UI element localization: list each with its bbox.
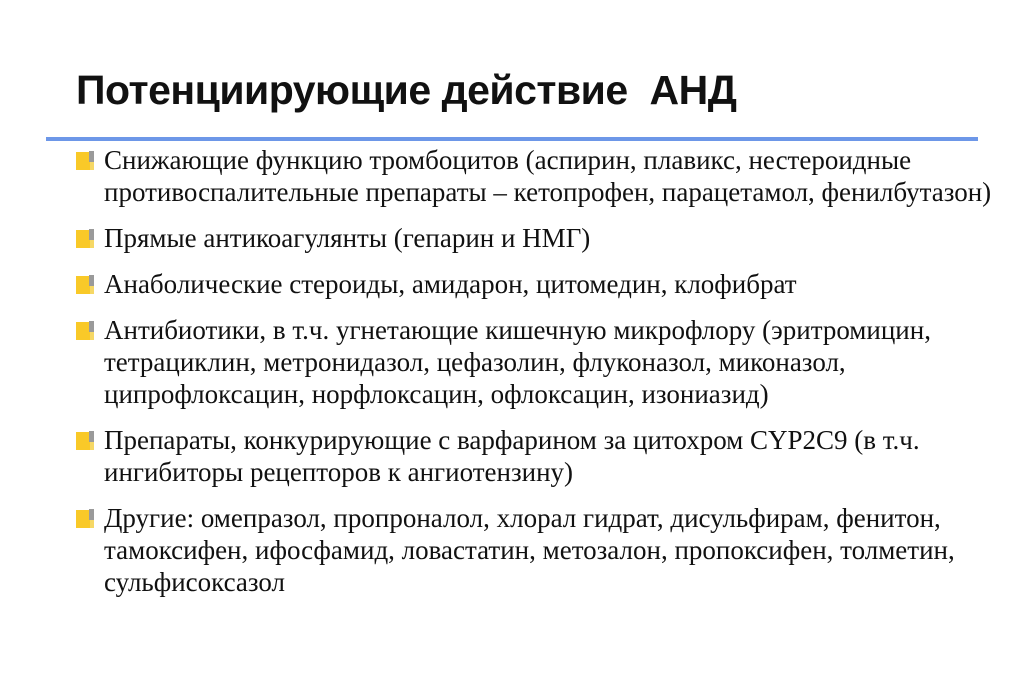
- bullet-square-icon: [76, 431, 93, 450]
- bullet-text: Препараты, конкурирующие с варфарином за цитохром CYP2C9 (в т.ч. ингибиторы рецепторов к ангиотензину): [104, 425, 920, 487]
- slide-title: Потенциирующие действие АНД: [76, 67, 737, 113]
- bullet-square-icon: [76, 275, 93, 294]
- bullet-square-icon: [76, 229, 93, 248]
- bullet-square-icon: [76, 151, 93, 170]
- bullet-list: [76, 144, 1016, 612]
- list-item: [76, 222, 1016, 254]
- bullet-square-icon: [76, 509, 93, 528]
- title-divider: [46, 137, 978, 141]
- bullet-text: Прямые антикоагулянты (гепарин и НМГ): [104, 223, 591, 253]
- bullet-square-icon: [76, 321, 93, 340]
- bullet-text: Антибиотики, в т.ч. угнетающие кишечную микрофлору (эритромицин, тетрациклин, метронидазол, цефазолин, флуконазол, миконазол, ципрофлоксацин, норфлоксацин, офлоксацин, изониазид): [104, 315, 931, 409]
- list-item: [76, 424, 1016, 488]
- list-item: [76, 314, 1016, 410]
- bullet-text: Другие: омепразол, пропроналол, хлорал гидрат, дисульфирам, фенитон, тамоксифен, ифосфамид, ловастатин, метозалон, пропоксифен, толметин, сульфисоксазол: [104, 503, 955, 597]
- bullet-text: Снижающие функцию тромбоцитов (аспирин, плавикс, нестероидные противоспалительные препараты – кетопрофен, парацетамол, фенилбутазон): [104, 145, 992, 207]
- list-item: [76, 268, 1016, 300]
- bullet-text: Анаболические стероиды, амидарон, цитомедин, клофибрат: [104, 269, 797, 299]
- list-item: [76, 144, 1016, 208]
- list-item: [76, 502, 1016, 598]
